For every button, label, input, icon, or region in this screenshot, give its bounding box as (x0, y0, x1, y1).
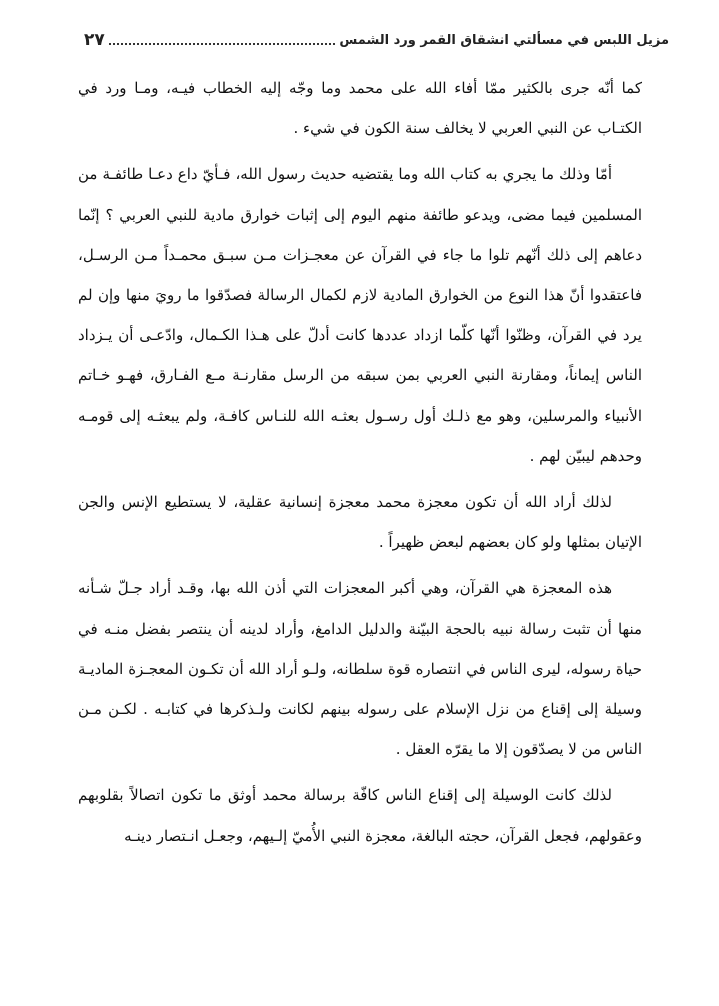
paragraph: لذلك كانت الوسيلة إلى إقناع الناس كافّة برسالة محمد أوثق ما تكون اتصالاً بقلوبهم وعقولهم، فجعل القرآن، حجته البالغة، معجزة النبي الأُميّ إلـيهم، وجعـل انـتصار دينـه (78, 786, 642, 845)
page-number: ٢٧ (84, 30, 105, 50)
body-text (78, 68, 642, 856)
paragraph: أمّا وذلك ما يجري به كتاب الله وما يقتضيه حديث رسول الله، فـأيّ داع دعـا طائفـة من المسلمين فيما مضى، ويدعو طائفة منهم اليوم إلى إثبات خوارق مادية للنبي العربي ؟ إنّما دعاهم إلى ذلك أنّهم تلوا ما جاء في القرآن عن معجـزات مـن سبـق محمـداً مـن الرسـل، فاعتقدوا أنّ هذا النوع من الخوارق المادية لازم لكمال الرسالة فصدّقوا ما رويَ منها وإن لم يرد في القرآن، وظنّوا أنّها كلّما ازداد عددها كانت أدلّ على هـذا الكـمال، وادّعـى أن يـزداد الناس إيماناً، ومقارنة النبي العربي بمن سبقه من الرسل مقارنـة مـع الفـارق، فهـو خـاتم الأنبياء والمرسلين، وهو مع ذلـك أول رسـول بعثـه الله للنـاس كافـة، ولم يبعثـه إلى قومـه وحدهم ليبيّن لهم . (78, 165, 642, 465)
paragraph: كما أنّه جرى بالكثير ممّا أفاء الله على محمد وما وجّه إليه الخطاب فيـه، ومـا ورد في الكتـاب عن النبي العربي لا يخالف سنة الكون في شيء . (78, 79, 642, 138)
running-header (84, 28, 669, 52)
paragraph: لذلك أراد الله أن تكون معجزة محمد معجزة إنسانية عقلية، لا يستطيع الإنس والجن الإتيان بمثلها ولو كان بعضهم لبعض ظهيراً . (78, 493, 642, 552)
paragraph: هذه المعجزة هي القرآن، وهي أكبر المعجزات التي أذن الله بها، وقـد أراد جـلّ شـأنه منها أن تثبت رسالة نبيه بالحجة البيّنة والدليل الدامغ، وأراد لدينه أن ينتصر بفضل منـه في حياة رسوله، ليرى الناس في انتصاره قوة سلطانه، ولـو أراد الله أن تكـون المعجـزة الماديـة وسيلة إلى إقناع من نزل الإسلام على رسوله بينهم لكانت ولـذكرها في كتابـه . لكـن مـن الناس من لا يصدّقون إلا ما يقرّه العقل . (78, 579, 642, 759)
running-header-title: مزيل اللبس في مسألتي انشقاق القمر ورد الشمس (339, 32, 669, 48)
leader-dots (109, 35, 336, 45)
